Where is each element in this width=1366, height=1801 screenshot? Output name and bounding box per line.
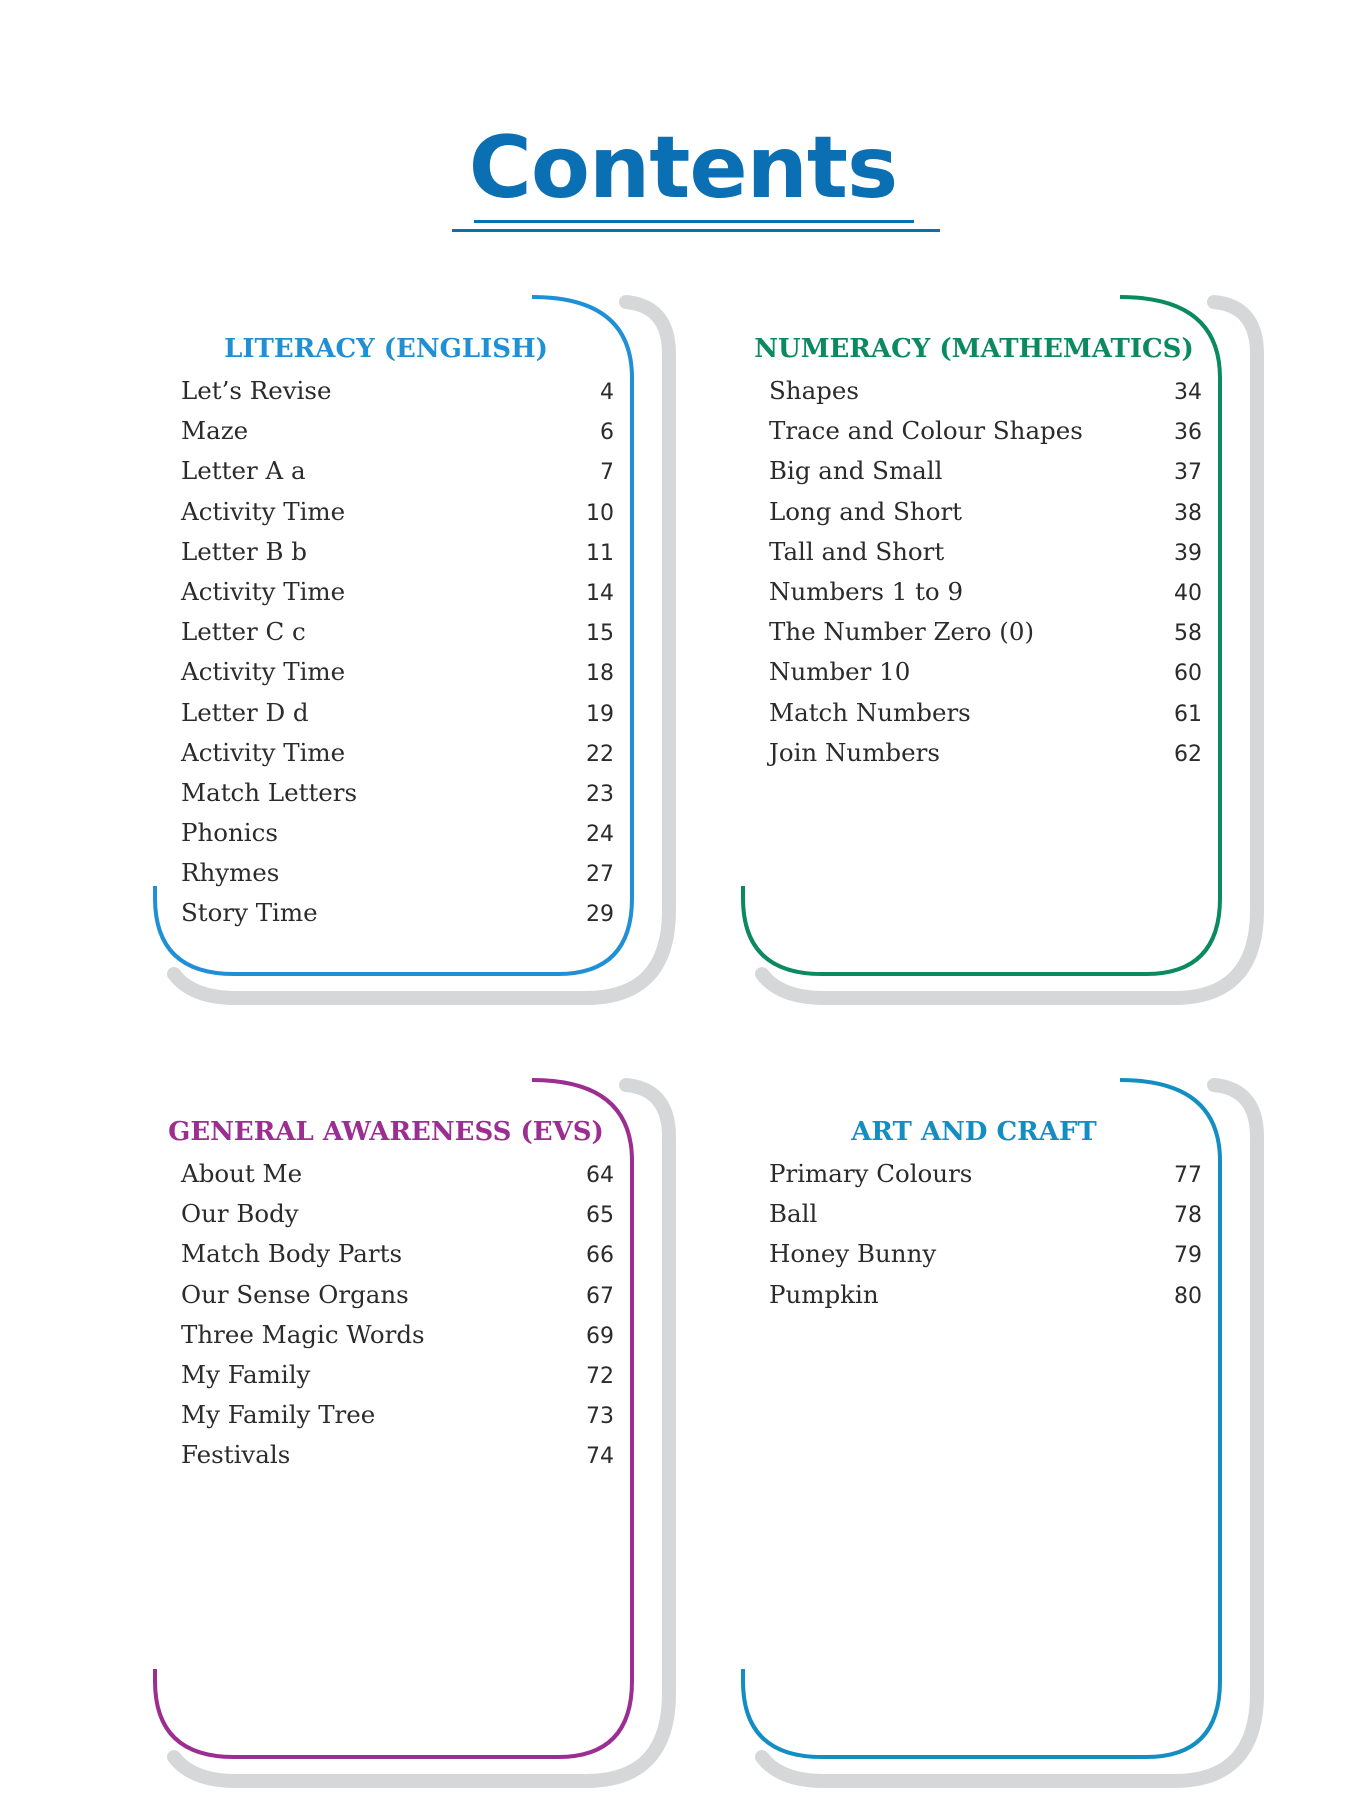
entry-page-number: 58 [1174, 621, 1202, 647]
entry-page-number: 64 [586, 1163, 614, 1188]
contents-entry [181, 818, 614, 858]
entry-page-number: 74 [586, 1444, 614, 1470]
contents-entry [181, 1239, 614, 1279]
contents-entry [181, 617, 614, 657]
section-general-awareness [156, 1081, 696, 1801]
entry-title: My Family Tree [181, 1400, 376, 1430]
contents-entry [181, 376, 614, 416]
contents-entry [181, 698, 614, 738]
entry-page-number: 4 [600, 380, 614, 405]
contents-list [769, 376, 1202, 778]
section-heading: NUMERACY (MATHEMATICS) [754, 334, 1194, 364]
entry-title: Primary Colours [769, 1159, 973, 1188]
entry-title: Join Numbers [769, 737, 940, 767]
contents-entry [181, 456, 614, 496]
contents-entry [181, 497, 614, 537]
contents-list [181, 1159, 614, 1481]
entry-title: Letter A a [181, 456, 306, 486]
contents-entry [181, 1440, 614, 1480]
entry-title: Letter B b [181, 536, 307, 566]
entry-title: Ball [769, 1199, 818, 1229]
contents-entry [181, 858, 614, 898]
contents-entry [181, 1280, 614, 1320]
entry-title: My Family [181, 1359, 311, 1389]
entry-page-number: 78 [1174, 1203, 1202, 1229]
entry-page-number: 7 [600, 460, 614, 486]
page-title: Contents [468, 118, 898, 218]
entry-title: Big and Small [769, 456, 943, 486]
entry-title: Number 10 [769, 657, 911, 687]
entry-title: Long and Short [769, 496, 962, 526]
contents-entry [181, 1199, 614, 1239]
entry-page-number: 60 [1174, 661, 1202, 687]
entry-page-number: 24 [586, 822, 614, 848]
entry-page-number: 72 [586, 1363, 614, 1389]
entry-title: Activity Time [181, 657, 346, 687]
entry-title: Match Numbers [769, 697, 971, 727]
contents-entry [181, 577, 614, 617]
section-art-and-craft [744, 1081, 1284, 1801]
entry-page-number: 67 [586, 1283, 614, 1309]
entry-title: Let’s Revise [181, 376, 332, 405]
entry-title: Festivals [181, 1440, 291, 1470]
entry-title: Trace and Colour Shapes [769, 416, 1083, 446]
entry-title: Letter C c [181, 617, 306, 647]
entry-page-number: 69 [586, 1323, 614, 1349]
contents-entry [181, 1320, 614, 1360]
contents-entry [181, 1360, 614, 1400]
contents-entry [769, 698, 1202, 738]
entry-page-number: 19 [586, 701, 614, 727]
entry-title: Honey Bunny [769, 1239, 937, 1269]
contents-entry [769, 416, 1202, 456]
entry-title: Rhymes [181, 858, 280, 888]
contents-entry [769, 657, 1202, 697]
section-heading: ART AND CRAFT [851, 1117, 1097, 1147]
entry-title: Numbers 1 to 9 [769, 576, 964, 606]
entry-title: Activity Time [181, 737, 346, 767]
section-literacy [156, 298, 696, 1018]
entry-title: Tall and Short [769, 536, 945, 566]
entry-page-number: 73 [586, 1404, 614, 1430]
entry-page-number: 10 [586, 500, 614, 526]
section-numeracy [744, 298, 1284, 1018]
entry-title: Our Body [181, 1199, 299, 1229]
entry-page-number: 14 [586, 580, 614, 606]
entry-title: Story Time [181, 898, 318, 928]
contents-entry [769, 376, 1202, 416]
entry-title: The Number Zero (0) [769, 617, 1035, 647]
entry-page-number: 65 [586, 1203, 614, 1229]
entry-page-number: 29 [586, 902, 614, 928]
contents-entry [769, 456, 1202, 496]
entry-page-number: 11 [586, 540, 614, 566]
entry-page-number: 80 [1174, 1283, 1202, 1309]
entry-page-number: 77 [1174, 1163, 1202, 1188]
contents-entry [769, 1239, 1202, 1279]
entry-page-number: 23 [586, 781, 614, 807]
entry-title: Match Body Parts [181, 1239, 403, 1269]
contents-entry [769, 537, 1202, 577]
entry-title: Our Sense Organs [181, 1279, 409, 1309]
entry-title: Pumpkin [769, 1279, 879, 1309]
entry-page-number: 15 [586, 621, 614, 647]
entry-title: Maze [181, 416, 249, 446]
entry-page-number: 39 [1174, 540, 1202, 566]
entry-page-number: 18 [586, 661, 614, 687]
entry-page-number: 34 [1174, 380, 1202, 405]
entry-title: Shapes [769, 376, 859, 405]
contents-entry [181, 1400, 614, 1440]
contents-list [181, 376, 614, 939]
section-heading: GENERAL AWARENESS (EVS) [168, 1117, 604, 1147]
entry-page-number: 38 [1174, 500, 1202, 526]
entry-title: Activity Time [181, 576, 346, 606]
entry-title: Activity Time [181, 496, 346, 526]
entry-title: Phonics [181, 818, 278, 848]
entry-page-number: 62 [1174, 741, 1202, 767]
entry-title: About Me [181, 1159, 303, 1188]
entry-page-number: 22 [586, 741, 614, 767]
contents-entry [769, 738, 1202, 778]
contents-entry [769, 577, 1202, 617]
entry-page-number: 37 [1174, 460, 1202, 486]
contents-entry [769, 1159, 1202, 1199]
contents-entry [181, 898, 614, 938]
entry-page-number: 6 [600, 420, 614, 446]
contents-entry [181, 657, 614, 697]
entry-page-number: 27 [586, 862, 614, 888]
entry-page-number: 79 [1174, 1243, 1202, 1269]
entry-page-number: 66 [586, 1243, 614, 1269]
entry-title: Match Letters [181, 777, 358, 807]
entry-page-number: 36 [1174, 420, 1202, 446]
entry-title: Letter D d [181, 697, 309, 727]
contents-entry [769, 497, 1202, 537]
contents-entry [769, 1280, 1202, 1320]
entry-title: Three Magic Words [181, 1319, 425, 1349]
section-heading: LITERACY (ENGLISH) [224, 334, 548, 364]
entry-page-number: 61 [1174, 701, 1202, 727]
contents-entry [181, 1159, 614, 1199]
contents-entry [181, 778, 614, 818]
contents-entry [181, 416, 614, 456]
entry-page-number: 40 [1174, 580, 1202, 606]
contents-entry [181, 537, 614, 577]
contents-entry [769, 617, 1202, 657]
contents-entry [769, 1199, 1202, 1239]
contents-entry [181, 738, 614, 778]
contents-list [769, 1159, 1202, 1320]
